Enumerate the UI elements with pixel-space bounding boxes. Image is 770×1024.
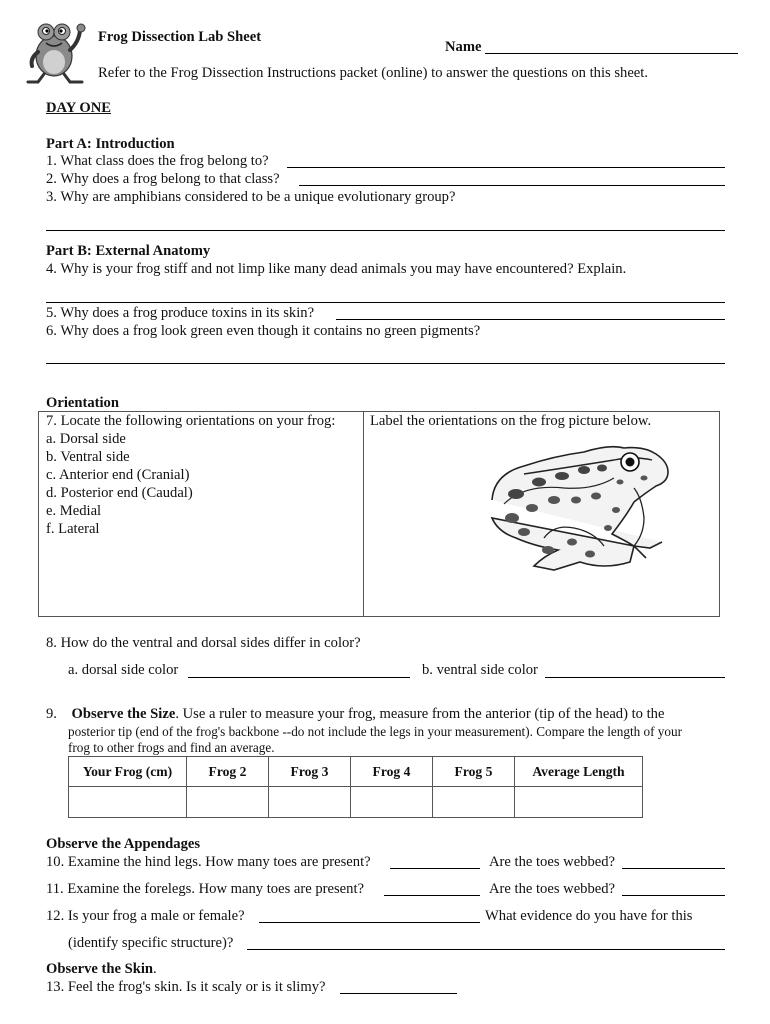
page-title: Frog Dissection Lab Sheet [98, 29, 262, 45]
part-b-heading: Part B: External Anatomy [46, 243, 211, 259]
question-12c: (identify specific structure)? [68, 935, 234, 951]
orientation-item: c. Anterior end (Cranial) [46, 467, 190, 483]
orientation-label-instruction: Label the orientations on the frog picture below. [370, 413, 652, 429]
question-9-text-2: posterior tip (end of the frog's backbone --do not include the legs in your measurement). Compare the length of your [68, 724, 682, 739]
question-6: 6. Why does a frog look green even though it contains no green pigments? [46, 323, 481, 339]
table-row [69, 787, 643, 818]
question-7: 7. Locate the following orientations on your frog: [46, 413, 336, 429]
question-12: 12. Is your frog a male or female? [46, 908, 245, 924]
fore-toes-field[interactable] [384, 895, 480, 896]
answer-line-5[interactable] [336, 319, 725, 320]
average-length-cell[interactable] [515, 787, 643, 818]
orientation-divider [363, 411, 364, 617]
answer-line-1[interactable] [287, 167, 725, 168]
orientation-item: a. Dorsal side [46, 431, 126, 447]
frog-2-cell[interactable] [187, 787, 269, 818]
day-one-heading: DAY ONE [46, 100, 112, 116]
question-5: 5. Why does a frog produce toxins in its skin? [46, 305, 315, 321]
your-frog-cell[interactable] [69, 787, 187, 818]
frog-5-cell[interactable] [433, 787, 515, 818]
hind-toes-field[interactable] [390, 868, 480, 869]
frog-4-cell[interactable] [351, 787, 433, 818]
orientation-item: f. Lateral [46, 521, 100, 537]
answer-line-6[interactable] [46, 363, 725, 364]
ventral-color-label: b. ventral side color [422, 662, 538, 678]
skin-heading: Observe the Skin [46, 961, 154, 977]
question-9-text: . Use a ruler to measure your frog, measure from the anterior (tip of the head) to the [175, 706, 665, 722]
instructions-text: Refer to the Frog Dissection Instructions packet (online) to answer the questions on this sheet. [98, 65, 648, 81]
question-4: 4. Why is your frog stiff and not limp like many dead animals you may have encountered? Explain. [46, 261, 627, 277]
question-8: 8. How do the ventral and dorsal sides differ in color? [46, 635, 361, 651]
question-11b: Are the toes webbed? [489, 881, 616, 897]
question-10: 10. Examine the hind legs. How many toes are present? [46, 854, 371, 870]
question-12b: What evidence do you have for this [485, 908, 693, 924]
orientation-item: e. Medial [46, 503, 102, 519]
answer-line-4[interactable] [46, 302, 725, 303]
skin-heading-line [46, 961, 157, 978]
dorsal-color-label: a. dorsal side color [68, 662, 179, 678]
name-label: Name [445, 39, 482, 55]
evidence-field[interactable] [247, 949, 725, 950]
appendages-heading: Observe the Appendages [46, 836, 201, 852]
sex-field[interactable] [259, 922, 480, 923]
size-table [68, 756, 643, 818]
column-header: Frog 4 [351, 757, 433, 787]
dorsal-color-field[interactable] [188, 677, 410, 678]
frog-mascot-icon [24, 16, 90, 86]
skin-texture-field[interactable] [340, 993, 457, 994]
table-header-row [69, 757, 643, 787]
question-3: 3. Why are amphibians considered to be a unique evolutionary group? [46, 189, 456, 205]
question-2: 2. Why does a frog belong to that class? [46, 171, 280, 187]
leopard-frog-illustration[interactable] [484, 438, 674, 578]
question-10b: Are the toes webbed? [489, 854, 616, 870]
question-9-number: 9. [46, 706, 57, 722]
fore-webbed-field[interactable] [622, 895, 725, 896]
part-a-heading: Part A: Introduction [46, 136, 175, 152]
orientation-heading: Orientation [46, 395, 119, 411]
question-9 [46, 706, 664, 723]
orientation-item: b. Ventral side [46, 449, 130, 465]
skin-heading-period: . [153, 961, 157, 977]
answer-line-2[interactable] [299, 185, 725, 186]
name-field[interactable] [485, 53, 738, 54]
column-header: Your Frog (cm) [69, 757, 187, 787]
question-1: 1. What class does the frog belong to? [46, 153, 269, 169]
question-13: 13. Feel the frog's skin. Is it scaly or is it slimy? [46, 979, 326, 995]
question-9-text-3: frog to other frogs and find an average. [68, 740, 275, 755]
answer-line-3[interactable] [46, 230, 725, 231]
column-header: Average Length [515, 757, 643, 787]
column-header: Frog 2 [187, 757, 269, 787]
observe-size-heading: Observe the Size [71, 706, 176, 722]
hind-webbed-field[interactable] [622, 868, 725, 869]
column-header: Frog 5 [433, 757, 515, 787]
orientation-item: d. Posterior end (Caudal) [46, 485, 193, 501]
ventral-color-field[interactable] [545, 677, 725, 678]
question-11: 11. Examine the forelegs. How many toes are present? [46, 881, 364, 897]
column-header: Frog 3 [269, 757, 351, 787]
frog-3-cell[interactable] [269, 787, 351, 818]
